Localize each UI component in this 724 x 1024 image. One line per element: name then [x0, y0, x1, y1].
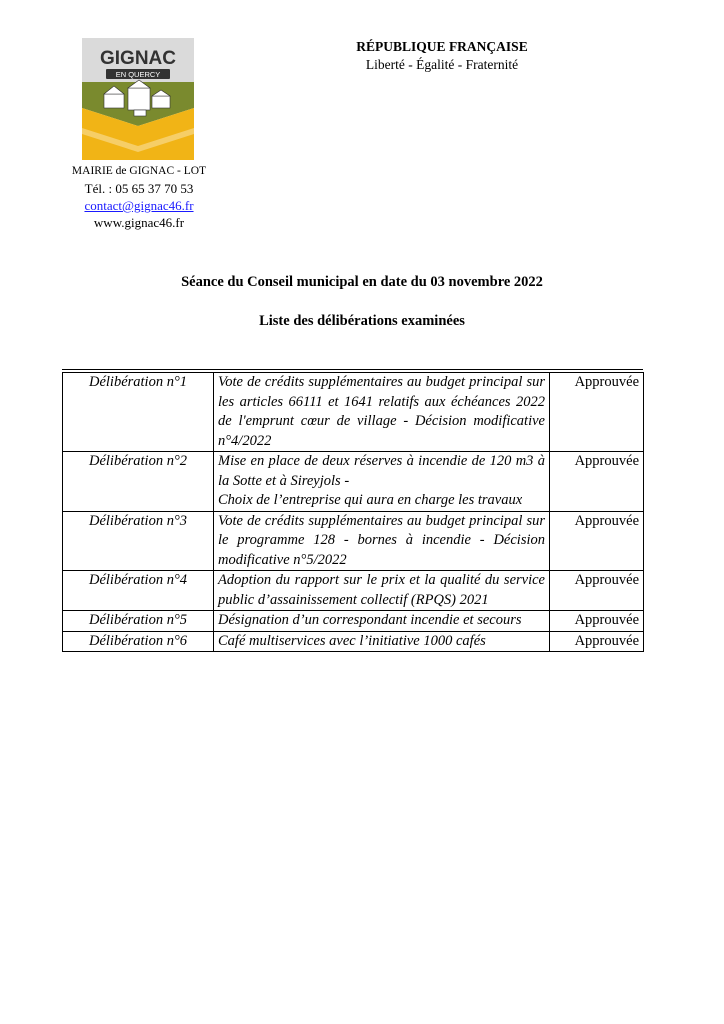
table-row [63, 611, 644, 632]
deliberation-object-line: Mise en place de deux réserves à incendie de 120 m3 à la Sotte et à Sireyjols - [218, 453, 545, 489]
table-row [63, 373, 644, 452]
deliberation-number: Délibération n°2 [63, 452, 214, 512]
email-link[interactable]: contact@gignac46.fr [84, 198, 194, 213]
republic-heading [330, 38, 554, 74]
logo-name: GIGNAC [100, 48, 176, 69]
deliberation-result: Approuvée [550, 631, 644, 652]
table-row [63, 511, 644, 571]
deliberation-object: Adoption du rapport sur le prix et la qualité du service public d’assainissement collectif (RPQS) 2021 [214, 571, 550, 611]
table-top-rule [62, 369, 643, 370]
deliberation-number: Délibération n°3 [63, 511, 214, 571]
republic-motto: Liberté - Égalité - Fraternité [365, 57, 519, 72]
deliberation-result: Approuvée [550, 571, 644, 611]
liste-title: Liste des délibérations examinées [259, 313, 465, 329]
deliberation-object: Vote de crédits supplémentaires au budget principal sur les articles 66111 et 1641 relatifs aux échéances 2022 de l'emprunt cœur de village - Décision modificative n°4/2022 [214, 373, 550, 452]
deliberation-object: Vote de crédits supplémentaires au budget principal sur le programme 128 - bornes à incendie - Décision modificative n°5/2022 [214, 511, 550, 571]
deliberation-result: Approuvée [550, 511, 644, 571]
deliberation-object [214, 452, 550, 512]
deliberations-table [62, 372, 644, 652]
table-row [63, 452, 644, 512]
deliberation-object-line: Choix de l’entreprise qui aura en charge les travaux [218, 492, 523, 508]
deliberation-number: Délibération n°1 [63, 373, 214, 452]
gignac-logo-image [82, 38, 194, 160]
mairie-name: MAIRIE de GIGNAC - LOT [71, 165, 207, 177]
seance-title: Séance du Conseil municipal en date du 03 novembre 2022 [181, 274, 543, 290]
deliberation-object: Café multiservices avec l’initiative 1000 cafés [214, 631, 550, 652]
deliberation-number: Délibération n°4 [63, 571, 214, 611]
gignac-logo [82, 38, 194, 160]
phone-number: Tél. : 05 65 37 70 53 [84, 181, 194, 196]
deliberation-result: Approuvée [550, 452, 644, 512]
republic-title: RÉPUBLIQUE FRANÇAISE [356, 39, 528, 54]
logo-subtitle: EN QUERCY [115, 70, 161, 79]
deliberation-result: Approuvée [550, 373, 644, 452]
deliberation-number: Délibération n°6 [63, 631, 214, 652]
deliberation-object: Désignation d’un correspondant incendie et secours [214, 611, 550, 632]
deliberation-result: Approuvée [550, 611, 644, 632]
table-row [63, 571, 644, 611]
mairie-address-block [60, 163, 218, 231]
table-row [63, 631, 644, 652]
deliberation-number: Délibération n°5 [63, 611, 214, 632]
website-url: www.gignac46.fr [93, 215, 185, 230]
